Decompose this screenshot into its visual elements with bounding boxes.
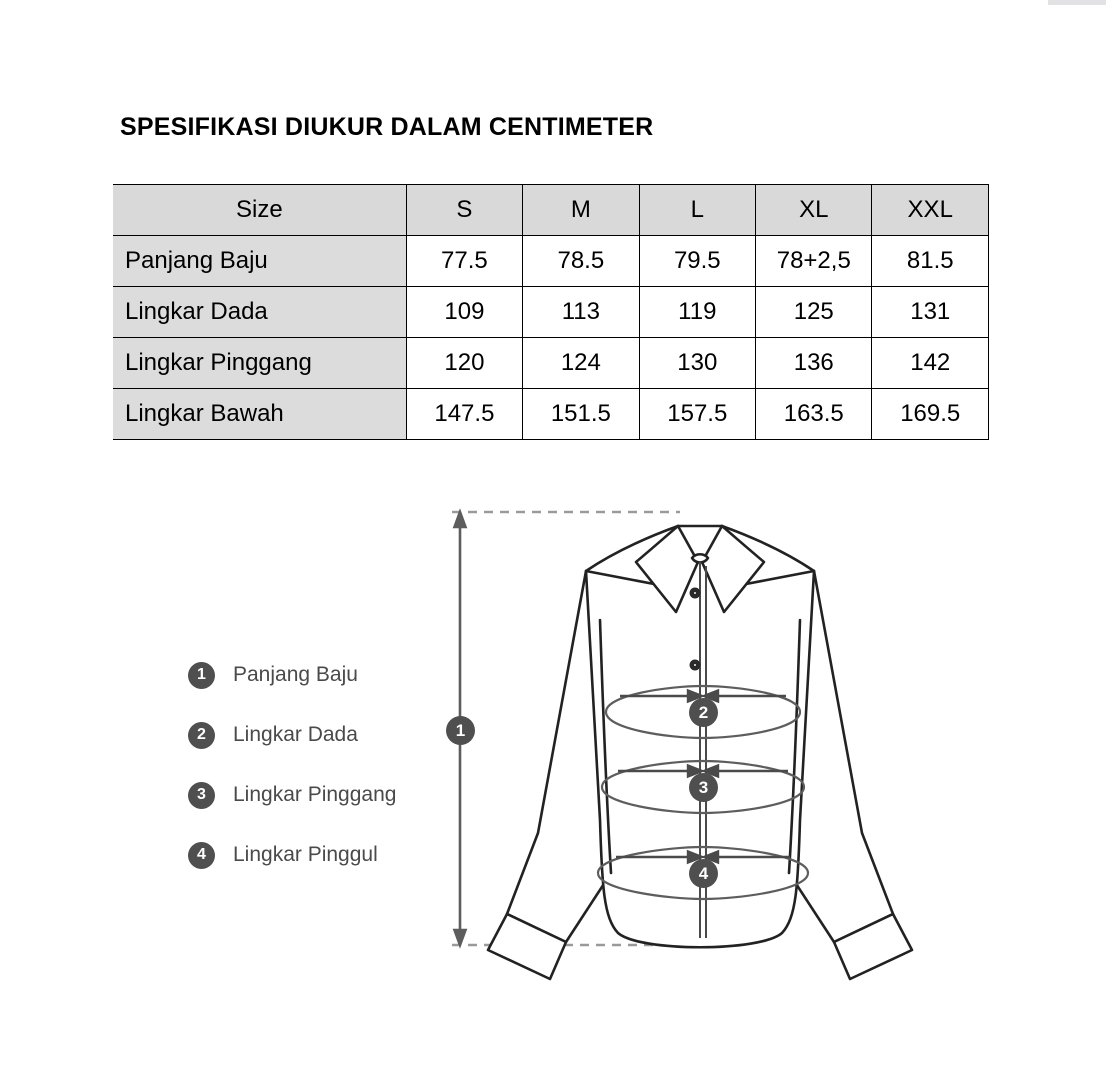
table-cell: 151.5 — [523, 389, 639, 440]
table-cell: 79.5 — [639, 236, 755, 287]
table-cell: 81.5 — [872, 236, 989, 287]
top-ui-artifact — [1048, 0, 1106, 5]
table-header-row — [113, 185, 989, 236]
measurement-diagram — [0, 470, 1118, 1030]
row-label: Lingkar Bawah — [113, 389, 406, 440]
table-cell: 124 — [523, 338, 639, 389]
row-label: Lingkar Dada — [113, 287, 406, 338]
garment-illustration — [430, 490, 970, 1010]
row-label: Panjang Baju — [113, 236, 406, 287]
table-row — [113, 236, 989, 287]
table-cell: 147.5 — [406, 389, 522, 440]
table-header-cell: M — [523, 185, 639, 236]
table-cell: 136 — [756, 338, 872, 389]
legend-item-4 — [188, 825, 448, 885]
legend-item-2 — [188, 705, 448, 765]
table-cell: 78+2,5 — [756, 236, 872, 287]
table-cell: 130 — [639, 338, 755, 389]
legend-label-1: Panjang Baju — [233, 663, 358, 686]
table-header-cell: S — [406, 185, 522, 236]
diagram-badge-2: 2 — [689, 698, 718, 727]
diagram-badge-3: 3 — [689, 773, 718, 802]
legend-badge-2: 2 — [188, 722, 215, 749]
legend-label-3: Lingkar Pinggang — [233, 783, 397, 806]
legend-badge-1: 1 — [188, 662, 215, 689]
table-cell: 120 — [406, 338, 522, 389]
legend-badge-4: 4 — [188, 842, 215, 869]
table-cell: 109 — [406, 287, 522, 338]
row-label: Lingkar Pinggang — [113, 338, 406, 389]
table-header-cell: L — [639, 185, 755, 236]
table-row — [113, 287, 989, 338]
legend-item-3 — [188, 765, 448, 825]
size-chart-table — [113, 184, 989, 440]
measurement-legend — [188, 645, 448, 885]
table-cell: 142 — [872, 338, 989, 389]
legend-badge-3: 3 — [188, 782, 215, 809]
table-cell: 119 — [639, 287, 755, 338]
legend-label-4: Lingkar Pinggul — [233, 843, 378, 866]
table-cell: 113 — [523, 287, 639, 338]
table-cell: 125 — [756, 287, 872, 338]
table-cell: 131 — [872, 287, 989, 338]
diagram-badge-4: 4 — [689, 859, 718, 888]
table-cell: 169.5 — [872, 389, 989, 440]
legend-label-2: Lingkar Dada — [233, 723, 358, 746]
table-cell: 77.5 — [406, 236, 522, 287]
table-header-cell: XL — [756, 185, 872, 236]
diagram-badge-1: 1 — [446, 716, 475, 745]
table-row — [113, 389, 989, 440]
table-header-cell: Size — [113, 185, 406, 236]
table-cell: 157.5 — [639, 389, 755, 440]
table-cell: 78.5 — [523, 236, 639, 287]
page-title: SPESIFIKASI DIUKUR DALAM CENTIMETER — [120, 113, 654, 141]
table-cell: 163.5 — [756, 389, 872, 440]
table-header-cell: XXL — [872, 185, 989, 236]
legend-item-1 — [188, 645, 448, 705]
table-row — [113, 338, 989, 389]
